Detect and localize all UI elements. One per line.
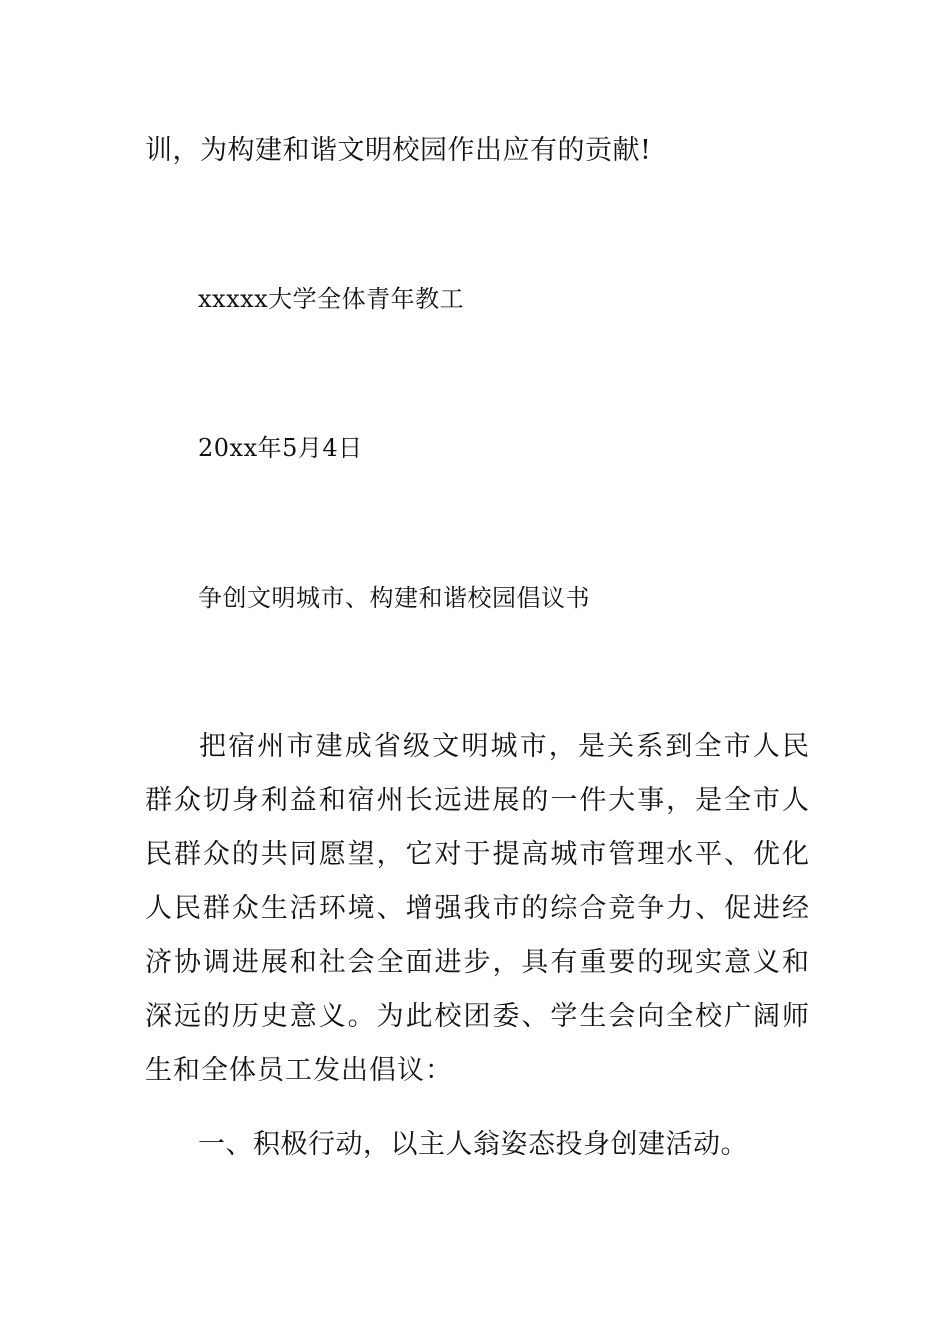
continuation-line: 训，为构建和谐文明校园作出应有的贡献! <box>145 135 652 166</box>
signature: xxxxx大学全体青年教工 <box>198 285 465 313</box>
document-title: 争创文明城市、构建和谐校园倡议书 <box>198 584 590 612</box>
date-line: 20xx年5月4日 <box>198 434 363 462</box>
section-heading: 一、积极行动，以主人翁姿态投身创建活动。 <box>198 1129 748 1160</box>
body-paragraph: 把宿州市建成省级文明城市，是关系到全市人民群众切身利益和宿州长远进展的一件大事，是全市人民群众的共同愿望，它对于提高城市管理水平、优化人民群众生活环境、增强我市的综合竞争力、促进经济协调进展和社会全面进步，具有重要的现实意义和深远的历史意义。为此校团委、学生会向全校广阔师生和全体员工发出倡议： <box>145 731 810 1086</box>
